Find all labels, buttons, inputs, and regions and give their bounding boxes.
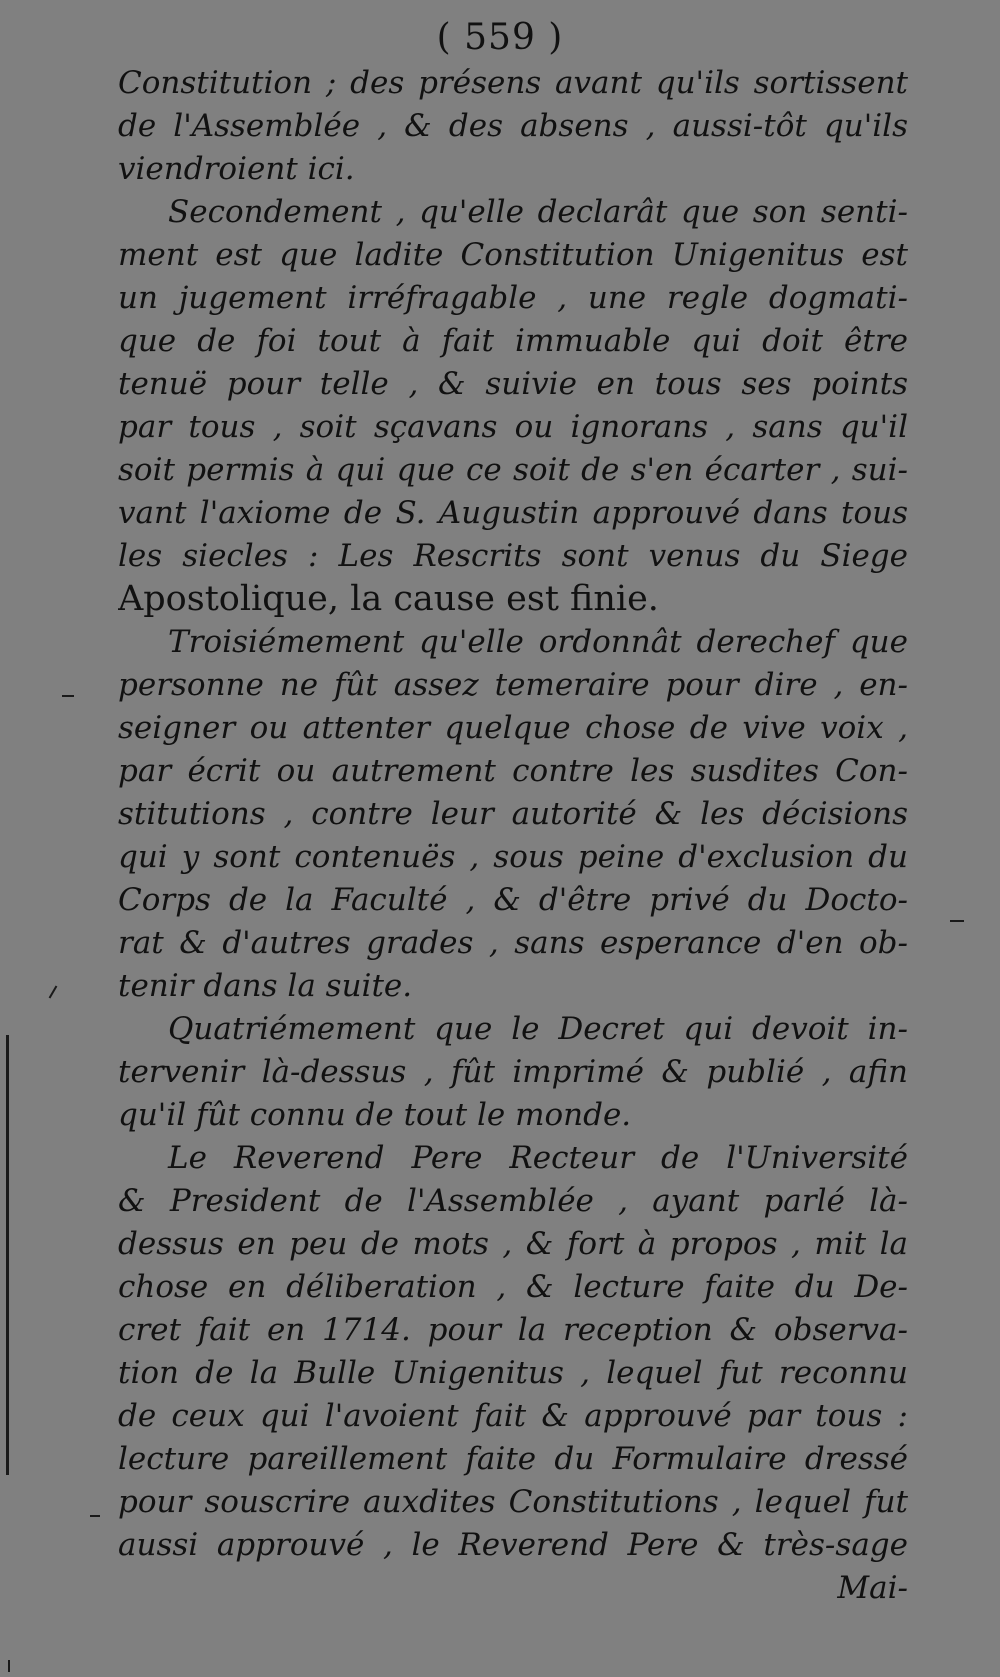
text-line: Corps de la Faculté , & d'être privé du Docto- — [118, 882, 908, 918]
margin-mark — [90, 1515, 100, 1517]
text-line: lecture pareillement faite du Formulaire dressé — [118, 1441, 908, 1477]
text-line: pour souscrire auxdites Constitutions , lequel fut — [118, 1484, 908, 1520]
text-line: un jugement irréfragable , une regle dogmati- — [118, 280, 908, 316]
text-line: dessus en peu de mots , & fort à propos , mit la — [118, 1226, 908, 1262]
text-line: qui y sont contenuës , sous peine d'exclusion du — [118, 839, 908, 875]
text-line: par écrit ou autrement contre les susdites Con- — [118, 753, 908, 789]
text-line: de ceux qui l'avoient fait & approuvé par tous : — [118, 1398, 908, 1434]
text-line: de l'Assemblée , & des absens , aussi-tôt qu'ils — [118, 108, 908, 144]
text-line: ment est que ladite Constitution Unigenitus est — [118, 237, 908, 273]
text-line: stitutions , contre leur autorité & les décisions — [118, 796, 908, 832]
text-line: que de foi tout à fait immuable qui doit être — [118, 323, 908, 359]
text-line: qu'il fût connu de tout le monde. — [118, 1097, 632, 1133]
text-line: tion de la Bulle Unigenitus , lequel fut reconnu — [118, 1355, 908, 1391]
catchword: Mai- — [837, 1570, 908, 1606]
text-line: Le Reverend Pere Recteur de l'Université — [168, 1140, 908, 1176]
text-line: aussi approuvé , le Reverend Pere & très-sage — [118, 1527, 908, 1563]
text-line: par tous , soit sçavans ou ignorans , sans qu'il — [118, 409, 908, 445]
text-line: tenir dans la suite. — [118, 968, 413, 1004]
text-line: soit permis à qui que ce soit de s'en écarter , sui- — [118, 452, 908, 488]
text-line: tervenir là-dessus , fût imprimé & publié , afin — [118, 1054, 908, 1090]
page-number: ( 559 ) — [436, 17, 564, 58]
text-line: personne ne fût assez temeraire pour dire , en- — [118, 667, 908, 703]
text-line: Apostolique, la cause est finie. — [118, 579, 659, 619]
text-line: Constitution ; des présens avant qu'ils sortissent — [118, 65, 908, 101]
margin-mark — [62, 695, 74, 697]
text-line: cret fait en 1714. pour la reception & observa- — [118, 1312, 908, 1348]
text-line: les siecles : Les Rescrits sont venus du Siege — [118, 538, 908, 574]
text-line: chose en déliberation , & lecture faite du De- — [118, 1269, 908, 1305]
text-line: Troisiémement qu'elle ordonnât derechef que — [168, 624, 908, 660]
margin-mark — [49, 985, 58, 998]
text-line: viendroient ici. — [118, 151, 355, 187]
text-line: seigner ou attenter quelque chose de vive voix , — [118, 710, 908, 746]
margin-rule — [6, 1035, 9, 1475]
text-line: vant l'axiome de S. Augustin approuvé dans tous — [118, 495, 908, 531]
text-line: rat & d'autres grades , sans esperance d'en ob- — [118, 925, 908, 961]
text-line: & President de l'Assemblée , ayant parlé là- — [118, 1183, 908, 1219]
text-line: Quatriémement que le Decret qui devoit in- — [168, 1011, 908, 1047]
margin-mark — [950, 920, 964, 922]
text-line: Secondement , qu'elle declarât que son senti- — [168, 194, 908, 230]
margin-mark — [8, 1660, 10, 1672]
body-text — [118, 62, 908, 1610]
text-line: tenuë pour telle , & suivie en tous ses points — [118, 366, 908, 402]
